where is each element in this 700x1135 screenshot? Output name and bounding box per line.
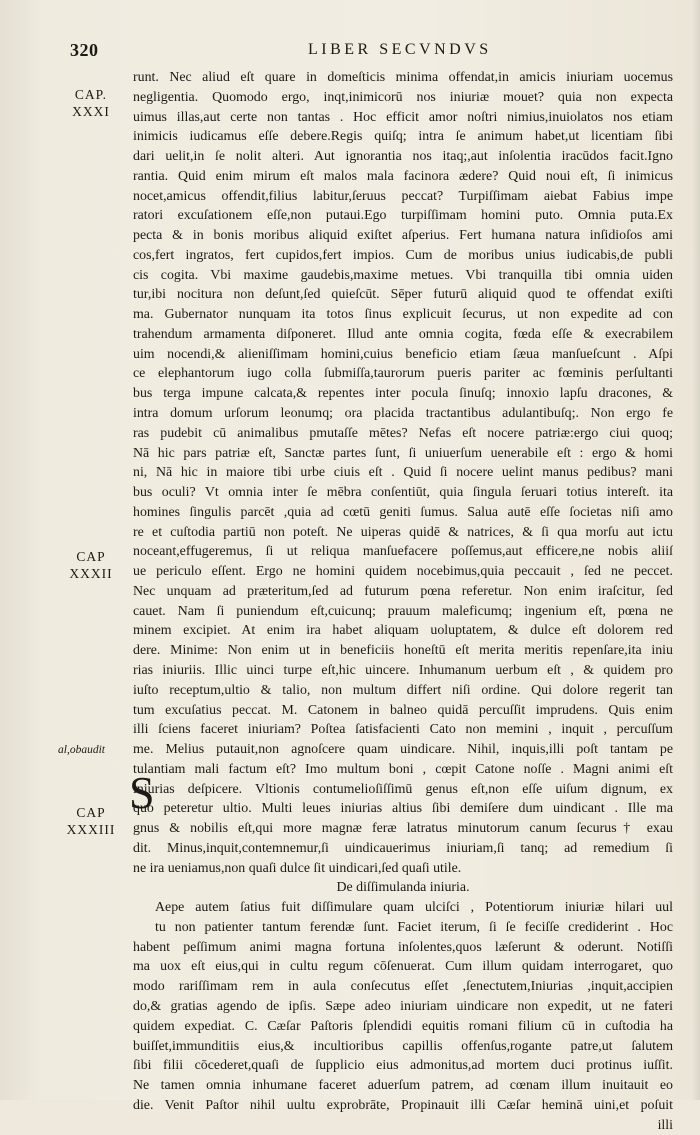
text-line: iuſto receptum,ultio & talio, non multum differt niſi ordine. Qui dolore regerit tan [133,682,673,698]
text-line: uim nocendi,& alieniſſimam homini,cuius beneficio etiam ſæua manſueſcunt . Aſpi [133,346,673,362]
text-line: ma. Gubernator nunquam ita totos ſinus explicuit ſecurus, ut non expedite ad con [133,307,673,323]
page-edge-shadow [692,0,700,1100]
text-line: Nā hic pars patriæ eſt, Sanctæ partes ſunt, ſi uniuerſum uenerabile eſt : ergo & homi [133,445,673,461]
margin-chapter-33 [56,804,126,838]
running-head: LIBER SECVNDVS [308,41,492,58]
text-line: dari uelit,in ſe nolit alteri. Aut ignorantia nos itaq;,aut inſolentia iracūdos facit.Igno [133,149,673,165]
text-line: ni, Nā hic in maiore tibi urbe ciuis eſt . Quid ſi nocere uelint manus pedibus? mani [133,465,673,481]
text-line: nocet,amicus offendit,filius labitur,ſeruus peccat? Turpiſſimam aiebat Fabius impe [133,188,673,204]
text-line: trahendum armamenta diſponeret. Illud ante omnia cogita, fœda eſſe & execrabilem [133,326,673,342]
text-line: die. Venit Paſtor nihil uultu exprobrāte, Propinauit illi Cæſar heminā uini,et poſuit [133,1097,673,1113]
text-line: cos,fert ingratos, fert cupidos,fert impios. Cum de moribus unius iudicabis,de publi [133,247,673,263]
text-line: tum excuſatius peccat. M. Catonem in balneo quidā percuſſit imprudens. Quis enim [133,702,673,718]
margin-chapter-31 [56,86,126,120]
text-line: quidem expediat. C. Cæſar Paſtoris ſplendidi equitis romani filium cū in cuſtodia ha [133,1018,673,1034]
margin-chapter-label: CAP [76,805,106,820]
text-line: illi ſciens faceret iniuriam? Poſtea ſatisfacienti Cato non memini , inquit , percuſſum [133,722,673,738]
text-line: rias iniuriis. Illic uinci turpe eſt,hic uincere. Inhumanum uerbum eſt , & quidem pro [133,662,673,678]
text-line: iniurias deſpicere. Vltionis contumelioſiſſimū genus eſt,non eſſe uiſum dignum, ex [133,781,673,797]
body-text [133,68,673,1135]
text-line: ma uox eſt eius,qui in cultu regum cōſenuerat. Cum illum quidam interrogaret, quo [133,959,673,975]
text-line: bus terga impune calcata,& repentes inter pocula ſinuſq; innoxio lapſu dracones, & [133,386,673,402]
text-line: tur,ibi nocitura non deſunt,ſed quieſcūt. Sēper futurū aliquid quod te offendat exiſti [133,287,673,303]
page-number: 320 [70,40,99,60]
text-line: dit. Minus,inquit,contemnemur,ſi uindicauerimus iniuriam,ſi tanq; ad remedium ſi [133,840,673,856]
text-line: uimus illas,aut certe non tantas . Hoc efficit amor noſtri nimius,inuiolatos nos etiam [133,109,673,125]
text-line: tu non patienter tantum ferendæ ſunt. Faciet iterum, ſi ſe feciſſe crediderint . Hoc [155,919,673,935]
text-line: re et cuſtodia partiū non poteſt. Ne uiperas quidē & natrices, & ſi qua morſu aut ictu [133,524,673,540]
text-line: habent peſſimum animi magna fortuna inſolentes,quos læſerunt & oderunt. Notiſſi [133,939,673,955]
margin-chapter-32 [56,548,126,582]
text-line: ue periculo eſſent. Ergo ne homini quidem nocebimus,quia peccauit , ſed ne peccet. [133,564,673,580]
text-line: illi [657,1117,673,1133]
section-heading: De diſſimulanda iniuria. [336,880,470,896]
margin-chapter-number: XXXII [69,566,113,581]
text-line: ce elephantorum iugo colla ſubmiſſa,taurorum pueris pariter ac fœminis perſultanti [133,366,673,382]
text-line: runt. Nec aliud eſt quare in domeſticis minima offendat,in amicis iniuriam uocemus [133,70,673,85]
text-line: Ne tamen omnia inhumane faceret aduerſum patrem, ad cœnam illum inuitauit eo [133,1078,673,1094]
text-line: rantia. Quid enim mirum eſt malos mala facinora ædere? Quid noui eſt, ſi inimicus [133,168,673,184]
margin-chapter-number: XXXIII [66,822,116,837]
text-line: pecta & in bonis moribus aliquid exiſtet aſperius. Fert humana natura inſidioſos ami [133,228,673,244]
text-line: inimicis iudicamus eſſe debere.Regis quiſq; intra ſe animum habet,ut licentiam ſibi [133,129,673,145]
text-line: bus oculi? Vt omnia inter ſe mēbra conſentiūt, quia ſingula ſeruari totius intereſt. ita [133,485,673,501]
text-line: ras pudebit cū animalibus pmutaſſe mētes? Nefas eſt nocere patriæ:ergo ciui quoq; [133,425,673,441]
page-header [70,40,670,66]
margin-chapter-label: CAP. [74,87,108,102]
margin-chapter-number: XXXI [72,104,110,119]
text-line: buiſſet,immunditiis eius,& incultioribus capillis offenſus,rogante patre,ut ſalutem [133,1038,673,1054]
drop-capital: S [129,767,155,818]
text-line: ne ira ueniamus,non quaſi dulce ſit uindicari,ſed quaſi utile. [133,860,462,876]
text-line: gnus & nobilis eſt,qui more magnæ feræ latratus minutorum canum ſecurus† exau [133,821,673,837]
text-line: Nec unquam ad præteritum,ſed ad futurum pœna referetur. Non enim iraſcitur, ſed [133,583,673,599]
text-line: cis cogita. Vbi maxime gaudebis,maxime metues. Vbi tranquilla tibi omnia uiden [133,267,673,283]
text-line: me. Melius putauit,non agnoſcere quam uindicare. Nihil, inquis,illi poſt tantam pe [133,742,673,758]
text-line: modo rariſſimam rem in aula conſecutus eſſet ,ſenectutem,Iniurias ,inquit,accipien [133,979,673,995]
margin-variant-note: al,obaudit [58,744,105,756]
text-line: negligentia. Quomodo ergo, inqt,inimicorū nos iniuriæ mouet? quia non expecta [133,89,673,105]
text-line: homines ſingulis parcēt ,quia ad cœtū geniti ſumus. Salua autē eſſe ſocietas niſi amo [133,504,673,520]
text-line: cauet. Nam ſi puniendum eſt,cuicunq; prauum maleficumq; ingenium eſt, pœna ne [133,603,673,619]
text-line: noceant,effugeremus, ſi ut reliqua manſuefacere poſſemus,aut efficere,ne nobis aliiſ [133,544,673,560]
text-line: minem excipiet. At enim ira habet aliquam uoluptatem, & dulce eſt dolorem red [133,623,673,639]
text-line: do,& gratias agendo de ipſis. Sæpe adeo iniuriam uindicare non expedit, ut ne fateri [133,998,673,1014]
text-line: Aepe autem ſatius fuit diſſimulare quam ulciſci , Potentiorum iniuriæ hilari uul [155,900,673,916]
text-line: dere. Minime: Non enim ut in beneficiis honeſtū eſt merita meritis repenſare,ita iniu [133,643,673,659]
text-line: intra domum urſorum leonumq; ora placida tractantibus adulantibuſq;. Non ergo fe [133,406,673,422]
margin-chapter-label: CAP [76,549,106,564]
text-line: ratori excuſationem eſſe,non putaui.Ego turpiſſimam homini puto. Omnia puta.Ex [133,208,673,224]
text-line: tulantiam mali factum eſt? Imo multum boni , cœpit Catone noſſe . Magni animi eſt [133,761,673,777]
text-line: quo peteretur ultio. Multi leues iniurias altius ſibi demiſere dum uindicant . Ille ma [133,801,673,817]
text-line: ſibi filii cōcederet,quaſi de ſupplicio eius admonitus,ad mortem duci protinus iuſſit. [133,1058,673,1074]
